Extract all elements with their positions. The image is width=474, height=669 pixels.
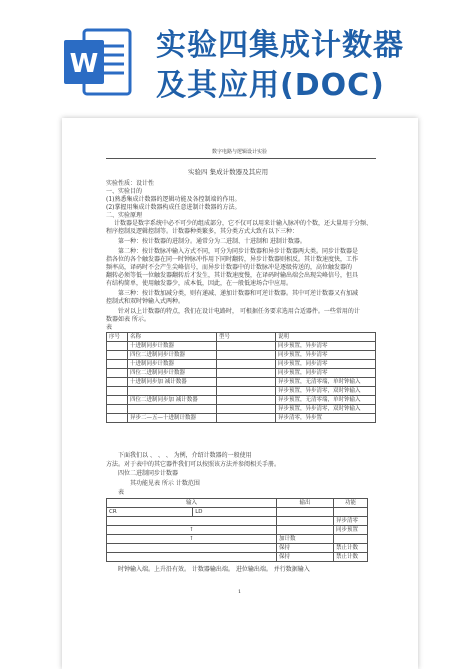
table-cell: 禁止计数 (333, 553, 367, 562)
table-cell (107, 414, 128, 423)
text-line: 二、实验原理 (106, 212, 143, 219)
word-document-icon (62, 26, 134, 98)
text-line: 其功能见表 所示 计数范围 (130, 480, 200, 487)
doc-heading: 实验四 集成计数器及其应用 (188, 168, 269, 176)
table-cell (333, 535, 367, 544)
text-line: 方法。对于表中的其它器件我们可以按照该方法并参阅相关手册。 (106, 461, 281, 468)
table-cell (107, 544, 277, 553)
table-cell (128, 387, 217, 396)
table-cell (128, 405, 217, 414)
text-line: 实验性质：设计性 (106, 180, 155, 187)
text-line: 指各位的各个触发器在同一时钟脉冲作用下同时翻转，异步计数器则相反。其计数速度快，工作 (106, 256, 359, 263)
table-cell: 异步清零，异步置 (276, 414, 376, 423)
table-cell: 异步预置，异步清零，双时钟输入 (276, 387, 376, 396)
function-table (106, 498, 368, 562)
table-cell: ↑ (107, 526, 277, 535)
page-title (156, 26, 468, 106)
table-cell (217, 405, 276, 414)
table-row (107, 535, 368, 544)
table-cell (107, 405, 128, 414)
text-line: 控制式和双时钟输入式两种。 (106, 298, 185, 305)
table-row (107, 526, 368, 535)
word-letter: W (69, 49, 99, 79)
text-line: 翻转必须等低一位触发器翻转后才发生，其计数速度慢，在译码时输出端会出现尖峰信号，但具 (106, 272, 359, 279)
table-cell: 四位二进制同步加 减计数器 (128, 396, 217, 405)
table-cell (276, 526, 333, 535)
table-cell: 同步预置，同步清零 (276, 369, 376, 378)
text-line: 时钟输入端。上升沿有效。 计数器输出端。 进位输出端。 并行数据输入 (118, 566, 310, 573)
table-cell: 异步预置，无清零端，单时钟输入 (276, 378, 376, 387)
column-header: 序号 (107, 333, 128, 342)
table-row (107, 360, 376, 369)
page-number: 1 (238, 589, 242, 595)
text-line: 频率高，译码时不会产生尖峰信号，而异步计数器中的计数脉冲是逐级传送的，高位触发器的 (106, 264, 353, 271)
table-cell (107, 378, 128, 387)
table-cell: 加计数 (276, 535, 333, 544)
text-line: 数器如表 所示。 (106, 316, 150, 323)
title-line-1: 实验四集成计数器 (156, 28, 404, 63)
doc-header: 数字电路与逻辑设计实验 (212, 149, 268, 155)
table-cell: CR (107, 508, 193, 517)
table-row (107, 517, 368, 526)
table-cell: 异步预置，无清零端，单时钟输入 (276, 396, 376, 405)
table-subheader-row (107, 508, 368, 517)
table-cell (217, 342, 276, 351)
table-cell (107, 517, 277, 526)
text-line: 针对以上计数器的特点，我们在设计电路时， 可根据任务要求选用合适器件。一些常用的计 (118, 308, 360, 315)
table-cell: LD (193, 508, 277, 517)
table-cell (276, 508, 333, 517)
table-cell: 保持 (276, 544, 333, 553)
table-cell: 四位二进制同步计数器 (128, 369, 217, 378)
text-line: 下面我们以 、 、 、 为例，介绍计数器的一般使用 (118, 452, 252, 459)
table-row (107, 378, 376, 387)
text-line: 四位二进制同步计数器 (118, 470, 179, 477)
table-cell (333, 508, 367, 517)
counter-table (106, 332, 376, 423)
table-cell (107, 351, 128, 360)
table-cell (107, 396, 128, 405)
table-cell (217, 360, 276, 369)
table-row (107, 369, 376, 378)
table-cell (217, 387, 276, 396)
text-line: 表 (118, 489, 125, 496)
table-cell (107, 369, 128, 378)
column-header: 说明 (276, 333, 376, 342)
column-header: 型号 (217, 333, 276, 342)
table-header-row (107, 333, 376, 342)
table-row (107, 405, 376, 414)
text-line: 计数器是数字系统中必不可少的组成部分，它不仅可以用来计输入脉冲的个数，还大量用于分频、 (114, 220, 373, 227)
table-cell: 异步清零 (333, 517, 367, 526)
text-line: 一、实验目的 (106, 188, 143, 195)
table-row (107, 387, 376, 396)
table-cell (107, 342, 128, 351)
text-line: (1)熟悉集成计数器的逻辑功能及各控制端的作用。 (106, 196, 241, 203)
document-page (62, 118, 418, 669)
table-cell: 保持 (276, 553, 333, 562)
table-cell: 同步预置，异步清零 (276, 351, 376, 360)
table-cell (217, 378, 276, 387)
column-header: 名称 (128, 333, 217, 342)
table-cell (217, 414, 276, 423)
text-line: 第二种：按计数脉冲输入方式不同，可分为同步计数器和异步计数器两大类。同步计数器是 (118, 248, 359, 255)
table-cell (276, 517, 333, 526)
table1-caption: 表 (106, 324, 113, 331)
table-cell (107, 553, 277, 562)
table-cell: 异步预置，异步清零，双时钟输入 (276, 405, 376, 414)
table-cell: 十进制同步计数器 (128, 360, 217, 369)
table-cell: 禁止计数 (333, 544, 367, 553)
table-row (107, 351, 376, 360)
text-line: 程序控制及逻辑控制等。计数器种类繁多，其分类方式大致有以下三种： (106, 228, 299, 235)
table-cell: 同步预置，异步清零 (276, 342, 376, 351)
table-cell: 十进制同步计数器 (128, 342, 217, 351)
table-cell: 四位二进制同步计数器 (128, 351, 217, 360)
table-cell: 异步二—五—十进制计数器 (128, 414, 217, 423)
table-cell (107, 387, 128, 396)
table-cell: 十进制同步加 减计数器 (128, 378, 217, 387)
table-row (107, 396, 376, 405)
table-cell (107, 360, 128, 369)
table-row (107, 342, 376, 351)
text-line: 第一种：按计数器的进制分。通常分为二进制、十进制和 进制计数器。 (118, 238, 306, 245)
table-cell: 同步预置 (333, 526, 367, 535)
banner (0, 0, 474, 118)
table-row (107, 544, 368, 553)
table-cell: ↑ (107, 535, 277, 544)
column-header: 功能 (333, 499, 367, 508)
text-line: 第三种：按计数加减分类，则有递减、递加计数器和可逆计数器。其中可逆计数器又有加减 (118, 290, 359, 297)
table-header-row (107, 499, 368, 508)
column-header: 输出 (276, 499, 333, 508)
column-header: 输入 (107, 499, 277, 508)
table-cell (217, 396, 276, 405)
header-rule (106, 158, 376, 159)
title-line-2: 及其应用(DOC) (156, 68, 385, 103)
table-cell (217, 351, 276, 360)
table-cell: 同步预置，同步清零 (276, 360, 376, 369)
table-row (107, 553, 368, 562)
table-row (107, 414, 376, 423)
text-line: (2)掌握用集成计数器构成任意进制计数器的方法。 (106, 204, 241, 211)
text-line: 有结构简单，使用触发器少，成本低，因此，在一般低速场合中应用。 (106, 280, 293, 287)
table-cell (217, 369, 276, 378)
